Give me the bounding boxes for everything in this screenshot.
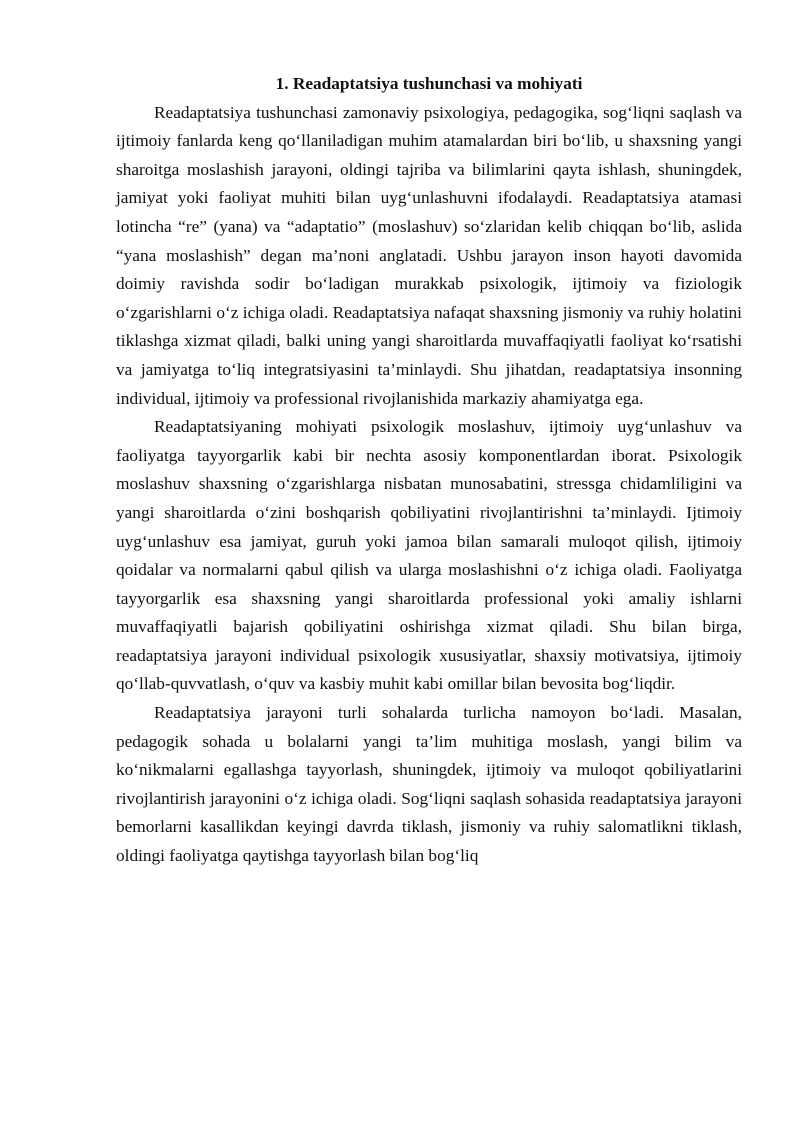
paragraph-domains: Readaptatsiya jarayoni turli sohalarda turlicha namoyon bo‘ladi. Masalan, pedagogik sohada u bolalarni yangi ta’lim muhitiga moslash, yangi bilim va ko‘nikmalarni egallashga tayyorlash, shuningdek, ijtimoiy va muloqot qobiliyatlarini rivojlantirish jarayonini o‘z ichiga oladi. Sog‘liqni saqlash sohasida readaptatsiya jarayoni bemorlarni kasallikdan keyingi davrda tiklash, jismoniy va ruhiy salomatlikni tiklash, oldingi faoliyatga qaytishga tayyorlash bilan bog‘liq (116, 703, 742, 866)
section-title: 1. Readaptatsiya tushunchasi va mohiyati (275, 74, 583, 93)
document-page (116, 70, 742, 871)
paragraph-definition: Readaptatsiya tushunchasi zamonaviy psixologiya, pedagogika, sog‘liqni saqlash va ijtimoiy fanlarda keng qo‘llaniladigan muhim atamalardan biri bo‘lib, u shaxsning yangi sharoitga moslashish jarayoni, oldingi tajriba va bilimlarini qayta ishlash, shuningdek, jamiyat yoki faoliyat muhiti bilan uyg‘unlashuvni ifodalaydi. Readaptatsiya atamasi lotincha “re” (yana) va “adaptatio” (moslashuv) so‘zlaridan kelib chiqqan bo‘lib, aslida “yana moslashish” degan ma’noni anglatadi. Ushbu jarayon inson hayoti davomida doimiy ravishda sodir bo‘ladigan murakkab psixologik, ijtimoiy va fiziologik o‘zgarishlarni o‘z ichiga oladi. Readaptatsiya nafaqat shaxsning jismoniy va ruhiy holatini tiklashga xizmat qiladi, balki uning yangi sharoitlarda muvaffaqiyatli faoliyat ko‘rsatishi va jamiyatga to‘liq integratsiyasini ta’minlaydi. Shu jihatdan, readaptatsiya insonning individual, ijtimoiy va professional rivojlanishida markaziy ahamiyatga ega. (116, 102, 742, 408)
paragraph-essence: Readaptatsiyaning mohiyati psixologik moslashuv, ijtimoiy uyg‘unlashuv va faoliyatga tayyorgarlik kabi bir nechta asosiy komponentlardan iborat. Psixologik moslashuv shaxsning o‘zgarishlarga nisbatan munosabatini, stressga chidamliligini va yangi sharoitlarda o‘zini boshqarish qobiliyatini rivojlantirishni ta’minlaydi. Ijtimoiy uyg‘unlashuv esa jamiyat, guruh yoki jamoa bilan samarali muloqot qilish, ijtimoiy qoidalar va normalarni qabul qilish va ularga moslashishni o‘z ichiga oladi. Faoliyatga tayyorgarlik esa shaxsning yangi sharoitlarda professional yoki amaliy ishlarni muvaffaqiyatli bajarish qobiliyatini oshirishga xizmat qiladi. Shu bilan birga, readaptatsiya jarayoni individual psixologik xususiyatlar, shaxsiy motivatsiya, ijtimoiy qo‘llab-quvvatlash, o‘quv va kasbiy muhit kabi omillar bilan bevosita bog‘liqdir. (116, 417, 742, 694)
